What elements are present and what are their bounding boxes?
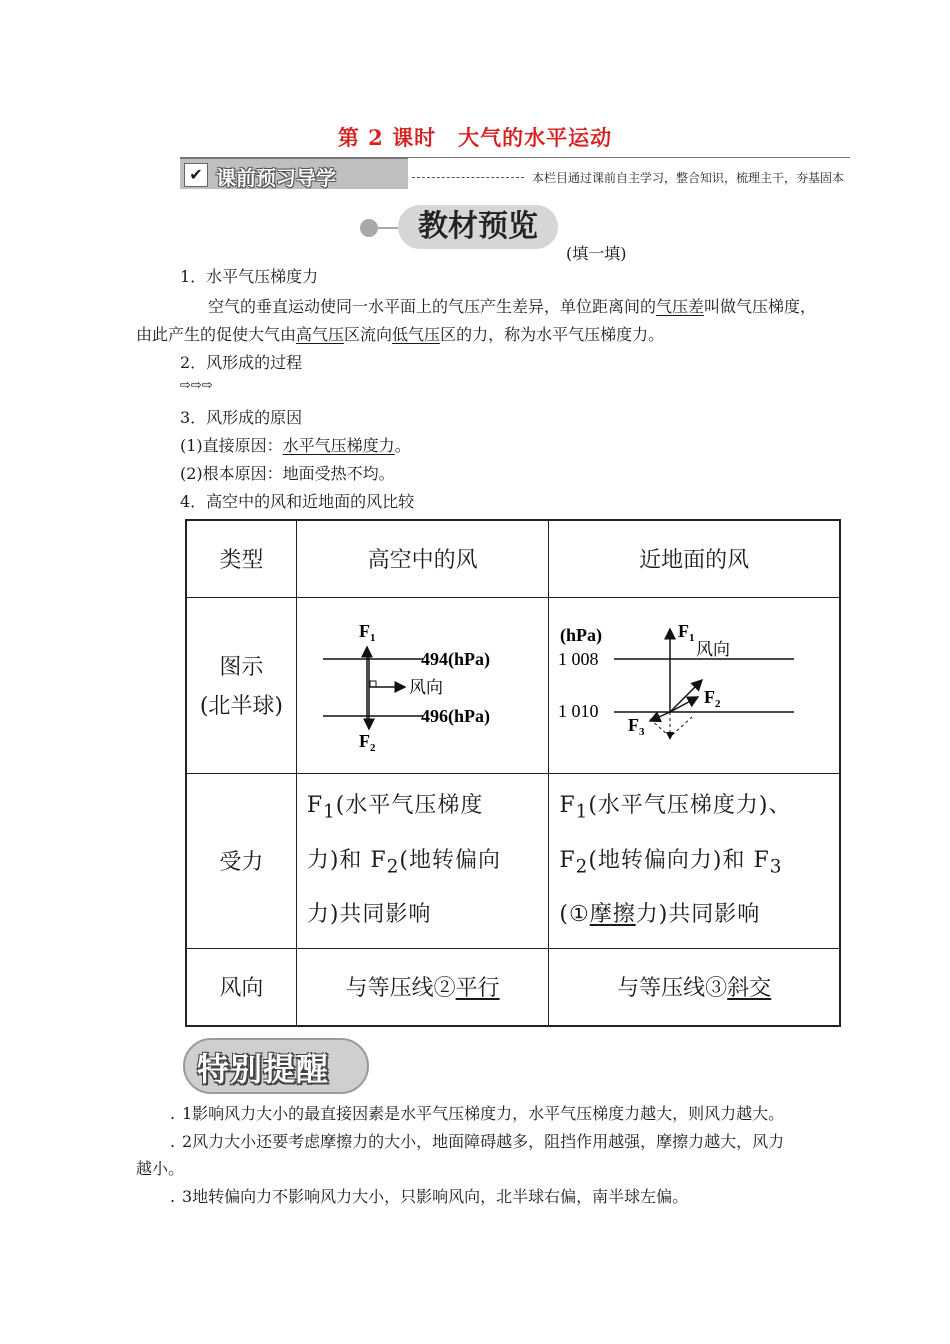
fill-hint: (填一填) bbox=[566, 244, 627, 263]
reminder-note-3: . 3地转偏向力不影响风力大小，只影响风向，北半球右偏，南半球左偏。 bbox=[170, 1187, 689, 1206]
force-f2-arrow-low bbox=[670, 697, 698, 712]
answer-friction: 摩擦 bbox=[589, 901, 636, 927]
section-banner bbox=[180, 157, 850, 189]
item-1-heading: 1．水平气压梯度力 bbox=[180, 267, 319, 286]
banner-dash bbox=[412, 177, 524, 178]
header-type: 类型 bbox=[186, 520, 296, 597]
right-angle-mark bbox=[370, 681, 376, 687]
answer-oblique: 斜交 bbox=[727, 976, 772, 1002]
item-3-direct-cause: (1)直接原因：水平气压梯度力。 bbox=[180, 436, 411, 455]
label-494: 494(hPa) bbox=[420, 649, 490, 669]
header-near-ground: 近地面的风 bbox=[549, 520, 840, 597]
process-arrows: ⇨⇨⇨ bbox=[180, 378, 213, 393]
diagram-high-cell bbox=[296, 597, 549, 773]
force-f3-arrow-low bbox=[650, 712, 670, 721]
item-3-root-cause: (2)根本原因：地面受热不均。 bbox=[180, 464, 395, 483]
answer-low-pressure: 低气压 bbox=[392, 325, 441, 344]
reminder-label: 特别提醒 bbox=[197, 1050, 330, 1088]
banner-label: 课前预习导学 bbox=[216, 166, 336, 190]
wind-high-cell: 与等压线②平行 bbox=[296, 948, 549, 1026]
answer-pressure-diff: 气压差 bbox=[656, 297, 705, 316]
table-header-row bbox=[186, 520, 840, 597]
answer-high-pressure: 高气压 bbox=[296, 325, 345, 344]
label-unit: (hPa) bbox=[560, 625, 603, 645]
item-2-heading: 2．风形成的过程 bbox=[180, 353, 303, 372]
wind-low-cell: 与等压线③斜交 bbox=[549, 948, 840, 1026]
diagram-label-cell bbox=[186, 597, 296, 773]
item-1-line-2: 由此产生的促使大气由高气压区流向低气压区的力，称为水平气压梯度力。 bbox=[136, 325, 665, 344]
label-f1: $F_1$ bbox=[358, 621, 376, 644]
table-row-diagram bbox=[186, 597, 840, 773]
header-high-altitude: 高空中的风 bbox=[296, 520, 549, 597]
diagram-label: 图示 bbox=[219, 655, 264, 680]
item-4-heading: 4．高空中的风和近地面的风比较 bbox=[180, 492, 415, 511]
label-wind-high: 风向 bbox=[408, 678, 443, 698]
near-ground-wind-diagram bbox=[554, 615, 834, 755]
check-icon: ✔ bbox=[184, 163, 208, 187]
label-496: 496(hPa) bbox=[420, 706, 490, 726]
section-label: 教材预览 bbox=[398, 205, 558, 249]
label-f3-low: $F_3$ bbox=[628, 715, 645, 738]
diagram-sublabel: (北半球) bbox=[199, 694, 283, 719]
answer-pressure-gradient-force: 水平气压梯度力 bbox=[282, 436, 395, 455]
force-high-cell: $F_1$(水平气压梯度 力)和 $F_2$(地转偏向 力)共同影响 bbox=[296, 773, 549, 948]
table-row-force bbox=[186, 773, 840, 948]
force-low-cell: $F_1$(水平气压梯度力)、 $F_2$(地转偏向力)和 $F_3$ (①摩擦力)共同影响 bbox=[549, 773, 840, 948]
label-f1-low: $F_1$ bbox=[678, 621, 695, 644]
banner-note: 本栏目通过课前自主学习，整合知识，梳理主干，夯基固本 bbox=[532, 171, 845, 185]
label-1010: 1 010 bbox=[558, 701, 599, 721]
wind-direction-arrow-low bbox=[670, 680, 702, 712]
wind-label: 风向 bbox=[186, 948, 296, 1026]
reminder-note-1: . 1影响风力大小的最直接因素是水平气压梯度力，水平气压梯度力越大，则风力越大。 bbox=[170, 1104, 785, 1123]
reminder-note-2-cont: 越小。 bbox=[136, 1159, 185, 1178]
reminder-heading bbox=[183, 1038, 369, 1094]
reminder-note-2: . 2风力大小还要考虑摩擦力的大小，地面障碍越多，阻挡作用越强，摩擦力越大，风力 bbox=[170, 1132, 785, 1151]
answer-parallel: 平行 bbox=[455, 976, 500, 1002]
item-1-line-1: 空气的垂直运动使同一水平面上的气压产生差异，单位距离间的气压差叫做气压梯度， bbox=[208, 297, 817, 316]
resultant-dashes bbox=[650, 717, 692, 737]
comparison-table bbox=[185, 519, 841, 1027]
label-f2: $F_2$ bbox=[358, 731, 376, 754]
label-f2-low: $F_2$ bbox=[704, 687, 721, 710]
force-label: 受力 bbox=[186, 773, 296, 948]
table-row-wind bbox=[186, 948, 840, 1026]
page-title: 第 2 课时 大气的水平运动 bbox=[337, 125, 613, 150]
diagram-low-cell bbox=[549, 597, 840, 773]
label-wind-low: 风向 bbox=[696, 640, 731, 660]
banner-box bbox=[180, 157, 408, 189]
high-altitude-wind-diagram bbox=[303, 615, 543, 755]
label-1008: 1 008 bbox=[558, 649, 599, 669]
section-heading bbox=[360, 205, 560, 249]
item-3-heading: 3．风形成的原因 bbox=[180, 408, 303, 427]
banner-rule bbox=[408, 157, 850, 158]
